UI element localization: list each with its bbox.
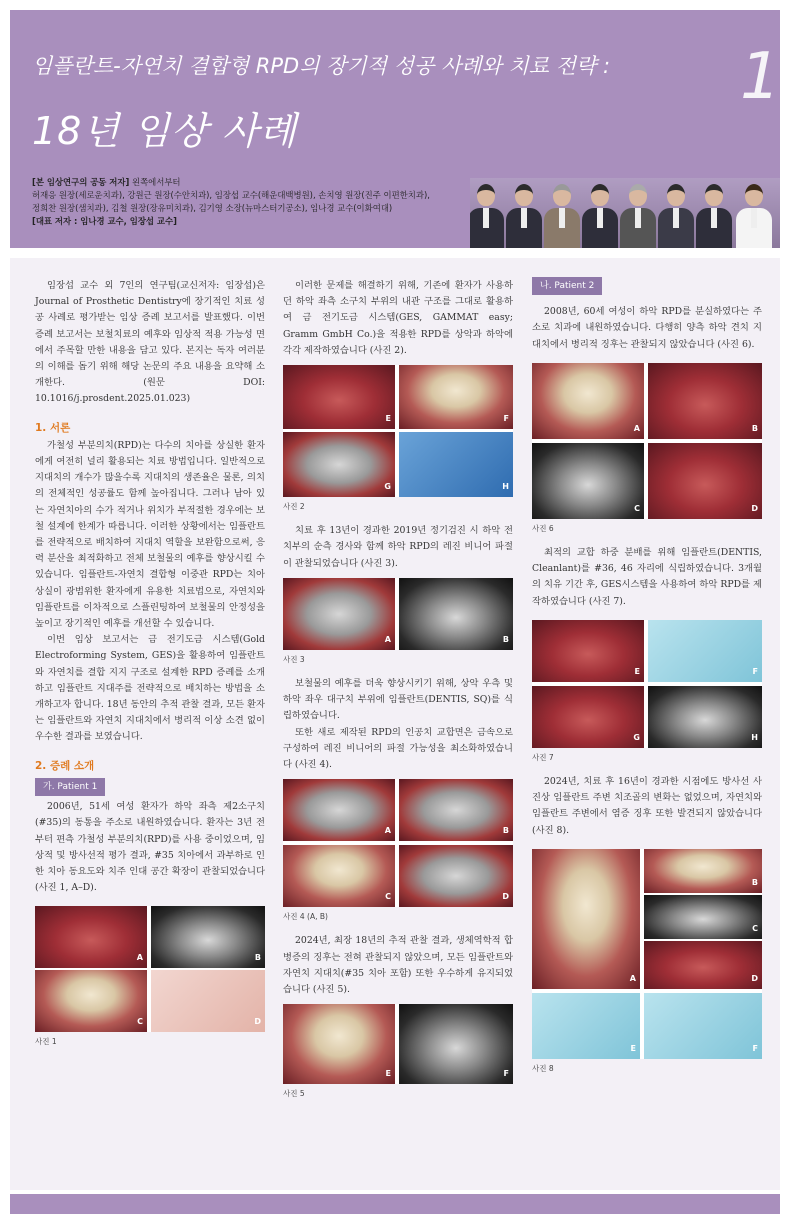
section-heading-cases: 2. 증례 소개 xyxy=(35,759,95,772)
figure-4 xyxy=(283,779,513,907)
figure-photo: B xyxy=(644,849,762,893)
authors-line-2: 허재응 원장(세로운치과), 강원근 원장(수안치과), 임장섭 교수(해운대백병원), 손치영 원장(진주 이편한치과), xyxy=(32,190,430,200)
author-portrait xyxy=(582,184,618,248)
figure-photo: D xyxy=(644,941,762,989)
figure-5 xyxy=(283,1004,513,1084)
authors-line-1: [본 임상연구의 공동 저자] 왼쪽에서부터 xyxy=(32,177,181,187)
body-paragraph: 최적의 교합 하중 분배를 위해 임플란트(DENTIS, Cleanlant)를 #36, 46 자리에 식립하였습니다. 3개월의 치유 기간 후, GES시스템을 사용하여 하악 RPD를 제작하였습니다 (사진 7). xyxy=(532,547,762,607)
figure-photo: F xyxy=(644,993,762,1059)
figure-3 xyxy=(283,578,513,650)
body-paragraph: 가철성 부분의치(RPD)는 다수의 치아를 상실한 환자에게 여전히 널리 활용되는 치료 방법입니다. 일반적으로 지대치의 개수가 많을수록 지대치의 생존율은 물론, 의치의 전체적인 성공률도 함께 높아집니다. 그러나 남아 있는 자연치아의 수가 적거나 위치가 부적절한 경우에는 보철 설계에 한계가 따릅니다. 이러한 상황에서는 임플란트를 전략적으로 배치하여 지대치 역할을 보완함으로써, 응력 분산을 최적화하고 전체 보철물의 예후를 향상시킬 수 있습니다. 임플란트-자연치 결합형 이중관 RPD는 치아 상실이 광범위한 환자에게 유용한 치료법으로, 자연치와 임플란트를 이차적으로 스플린팅하여 보철물의 안정성을 높이고 장기적인 예후를 개선할 수 있습니다. xyxy=(35,439,265,630)
section-heading-introduction: 1. 서론 xyxy=(35,421,71,434)
figure-photo: A xyxy=(283,578,395,650)
author-portrait xyxy=(736,184,772,248)
article-subtitle: 임플란트-자연치 결합형 RPD의 장기적 성공 사례와 치료 전략 : xyxy=(32,54,611,78)
figure-caption: 사진 6 xyxy=(532,523,554,533)
figure-photo: A xyxy=(35,906,147,968)
author-portrait xyxy=(620,184,656,248)
figure-xray: F xyxy=(399,1004,513,1084)
authors-line-4: [대표 저자 : 임나경 교수, 임장섭 교수] xyxy=(32,216,177,226)
figure-caption: 사진 3 xyxy=(283,654,305,664)
body-paragraph: 이러한 문제를 해결하기 위해, 기존에 환자가 사용하던 하악 좌측 소구치 부위의 내관 구조를 그대로 활용하여 금 전기도금 시스템(GES, GAMMAT easy; Gramm GmbH Co.)을 적용한 RPD를 상악과 하악에 각각 제작하였습니다 (사진 2). xyxy=(283,280,513,356)
figure-caption: 사진 5 xyxy=(283,1089,305,1099)
figure-photo: B xyxy=(399,779,513,841)
author-credits xyxy=(32,176,462,228)
column-3 xyxy=(532,278,762,1085)
figure-photo: E xyxy=(283,365,395,429)
article-title: 18년 임상 사례 xyxy=(32,109,298,153)
figure-1 xyxy=(35,906,265,1032)
column-1 xyxy=(35,278,265,1059)
body-paragraph: 이번 임상 보고서는 금 전기도금 시스템(Gold Electroforming System, GES)을 활용하여 임플란트와 자연치를 결합 지지 구조로 설계한 RPD 증례를 소개하고 임플란트 지대주를 전략적으로 배치하는 방법을 소개하고자 합니다. 18년 동안의 추적 관찰 결과, 모든 환자는 임플란트와 자연치 지대치에서 병리적 이상 소견 없이 우수한 결과를 보였습니다. xyxy=(35,634,265,743)
figure-8 xyxy=(532,849,762,1059)
figure-photo: F xyxy=(648,620,762,682)
column-2 xyxy=(283,278,513,1110)
figure-6 xyxy=(532,363,762,519)
figure-photo: B xyxy=(648,363,762,439)
figure-photo: H xyxy=(399,432,513,497)
body-paragraph: 2006년, 51세 여성 환자가 하악 좌측 제2소구치(#35)의 동통을 주소로 내원하였습니다. 환자는 3년 전부터 편측 가철성 부분의치(RPD)를 사용 중이었으며, 임상적 및 방사선적 평가 결과, #35 치아에서 과부하로 인한 치아 동요도와 치주 인대 공간 확장이 관찰되었습니다 (사진 1, A–D). xyxy=(35,801,265,894)
figure-photo: E xyxy=(283,1004,395,1084)
authors-group-photo xyxy=(470,178,780,248)
author-portrait xyxy=(658,184,694,248)
author-portrait xyxy=(470,184,504,248)
issue-number: 1 xyxy=(740,40,781,114)
figure-photo: E xyxy=(532,993,640,1059)
figure-photo: A xyxy=(532,849,640,989)
figure-photo: A xyxy=(532,363,644,439)
figure-photo: E xyxy=(532,620,644,682)
figure-photo: C xyxy=(283,845,395,907)
figure-photo: D xyxy=(648,443,762,519)
patient-tag: 나. Patient 2 xyxy=(532,277,602,295)
author-portrait xyxy=(506,184,542,248)
figure-photo: D xyxy=(151,970,265,1032)
figure-photo: C xyxy=(35,970,147,1032)
author-portrait xyxy=(696,184,732,248)
body-paragraph: 또한 새로 제작된 RPD의 인공치 교합면은 금속으로 구성하여 레진 비니어의 파절 가능성을 최소화하였습니다 (사진 4). xyxy=(283,726,513,771)
author-portrait xyxy=(544,184,580,248)
figure-photo: F xyxy=(399,365,513,429)
figure-xray: B xyxy=(399,578,513,650)
figure-caption: 사진 8 xyxy=(532,1063,554,1073)
figure-caption: 사진 1 xyxy=(35,1037,57,1047)
figure-photo: G xyxy=(283,432,395,497)
header-banner xyxy=(10,10,780,248)
body-paragraph: 치료 후 13년이 경과한 2019년 정기검진 시 하악 전치부의 순측 경사와 함께 하악 RPD의 레진 비니어 파절이 관찰되었습니다 (사진 3). xyxy=(283,525,513,569)
body-paragraph: 보철물의 예후를 더욱 향상시키기 위해, 상악 우측 및 하악 좌우 대구치 부위에 임플란트(DENTIS, SQ)를 식립하였습니다. xyxy=(283,678,513,722)
body-paragraph: 2008년, 60세 여성이 하악 RPD를 분실하였다는 주소로 치과에 내원하였습니다. 다행히 양측 하악 견치 지대치에서 병리적 징후는 관찰되지 않았습니다 (사진 6). xyxy=(532,306,762,350)
figure-xray: C xyxy=(644,895,762,939)
figure-caption: 사진 2 xyxy=(283,502,305,512)
figure-photo: D xyxy=(399,845,513,907)
figure-caption: 사진 4 (A, B) xyxy=(283,912,328,922)
authors-line-3: 정희찬 원장(샘치과), 김철 원장(장유미치과), 김기영 소장(뉴마스터기공소), 임나경 교수(이화여대) xyxy=(32,203,393,213)
body-paragraph: 2024년, 최장 18년의 추적 관찰 결과, 생체역학적 합병증의 징후는 전혀 관찰되지 않았으며, 모든 임플란트와 자연치 지대치(#35 치아 포함) 또한 우수하게 유지되었습니다 (사진 5). xyxy=(283,935,513,996)
patient-tag: 가. Patient 1 xyxy=(35,778,105,796)
figure-photo: G xyxy=(532,686,644,748)
body-paragraph: 2024년, 치료 후 16년이 경과한 시점에도 방사선 사진상 임플란트 주변 치조골의 변화는 없었으며, 자연치와 임플란트 주변에서 염증 징후 또한 발견되지 않았습니다 (사진 8). xyxy=(532,776,762,836)
figure-xray: C xyxy=(532,443,644,519)
intro-paragraph: 임장섭 교수 외 7인의 연구팀(교신저자: 임장섭)은 Journal of Prosthetic Dentistry에 장기적인 치료 성공 사례로 평가받는 임상 증례 보고서를 발표했다. 이번 증례 보고서는 보철치료의 예후와 임상적 적용 가능성 면에서 주목할 만한 내용을 담고 있다. 본지는 독자 여러분의 이해를 돕기 위해 해당 논문의 주요 내용을 요약해 소개한다. (원문 DOI: 10.1016/j.prosdent.2025.01.023) xyxy=(35,280,265,405)
figure-photo: A xyxy=(283,779,395,841)
figure-caption: 사진 7 xyxy=(532,752,554,762)
figure-2 xyxy=(283,365,513,497)
footer-bar xyxy=(10,1194,780,1214)
figure-xray: H xyxy=(648,686,762,748)
figure-7 xyxy=(532,620,762,748)
figure-xray: B xyxy=(151,906,265,968)
